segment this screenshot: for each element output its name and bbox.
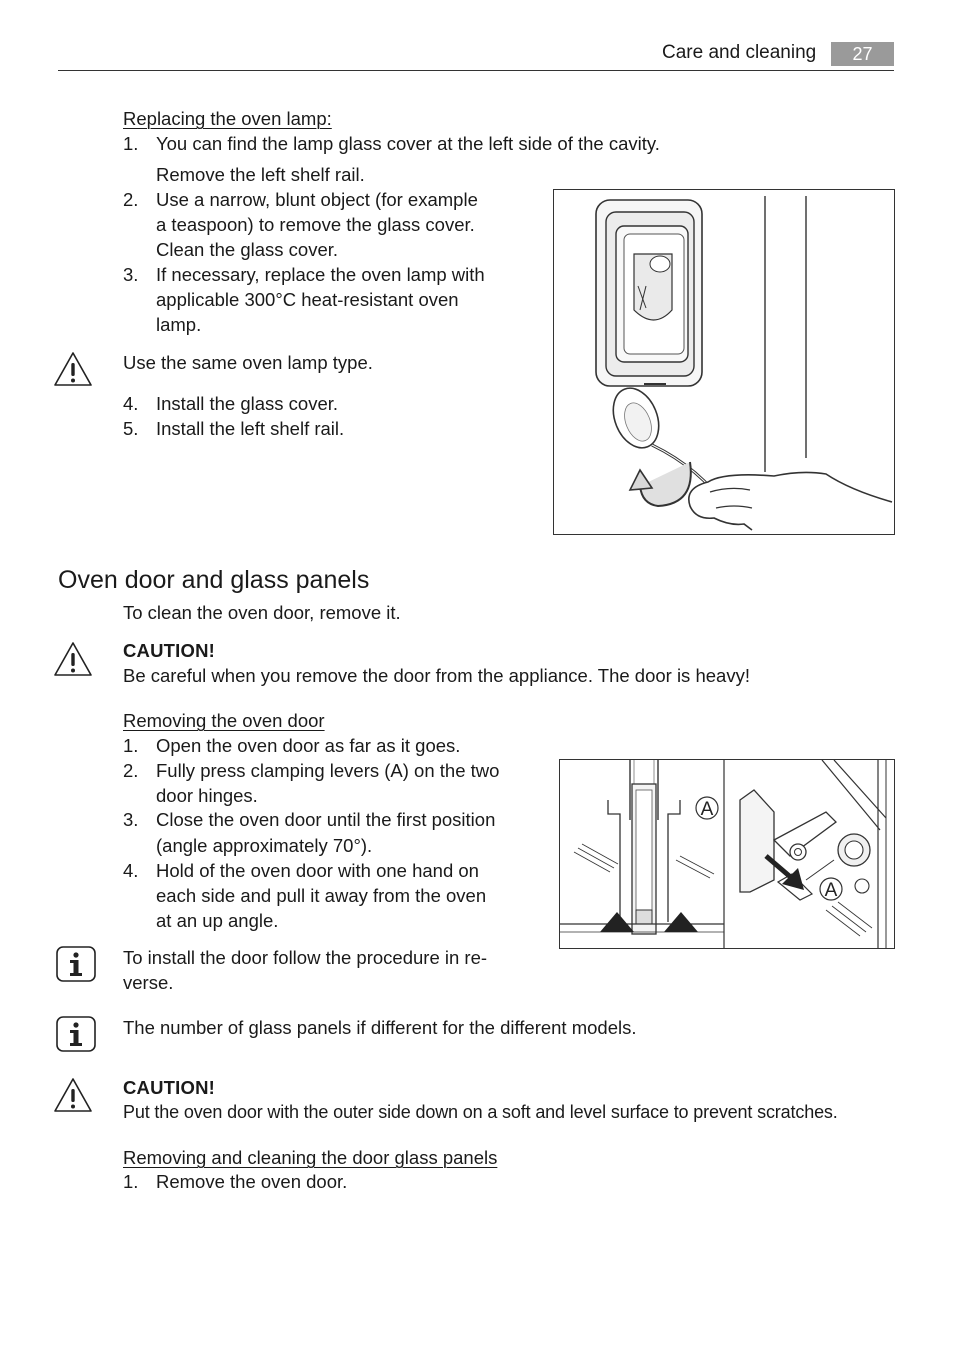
- caution-label-2: CAUTION!: [123, 1077, 216, 1098]
- lamp-step-4-line-1: Install the glass cover.: [156, 393, 339, 414]
- warning-icon: [53, 641, 93, 677]
- door-step-1-number: 1.: [123, 735, 139, 756]
- door-step-2-line-1: Fully press clamping levers (A) on the two: [156, 760, 500, 781]
- info-icon: [56, 1016, 96, 1052]
- header-rule: [58, 70, 894, 71]
- glass-step-1-line-1: Remove the oven door.: [156, 1171, 348, 1192]
- info-icon: [56, 946, 96, 982]
- glass-panels-heading: Removing and cleaning the door glass panels: [123, 1147, 498, 1168]
- lamp-step-5-line-1: Install the left shelf rail.: [156, 418, 345, 439]
- lever-label-a-right: A: [824, 880, 838, 901]
- door-step-3-line-2: (angle approximately 70°).: [156, 835, 373, 856]
- door-section-title: Oven door and glass panels: [58, 566, 370, 594]
- caution-text-2: Put the oven door with the outer side down on a soft and level surface to prevent scratches.: [123, 1102, 838, 1122]
- door-intro: To clean the oven door, remove it.: [123, 602, 401, 623]
- removing-door-heading: Removing the oven door: [123, 710, 325, 731]
- glass-step-1-number: 1.: [123, 1171, 139, 1192]
- lamp-step-3-number: 3.: [123, 264, 139, 285]
- lamp-step-1-number: 1.: [123, 133, 139, 154]
- lamp-step-3-line-3: lamp.: [156, 314, 202, 335]
- door-step-4-number: 4.: [123, 860, 139, 881]
- caution-label: CAUTION!: [123, 640, 216, 661]
- lamp-step-3-line-1: If necessary, replace the oven lamp with: [156, 264, 485, 285]
- page-number: 27: [831, 42, 894, 66]
- lever-label-a-left: A: [700, 799, 714, 820]
- lamp-step-1-line-2: Remove the left shelf rail.: [156, 164, 365, 185]
- door-step-4-line-2: each side and pull it away from the oven: [156, 885, 487, 906]
- door-step-4-line-1: Hold of the oven door with one hand on: [156, 860, 479, 881]
- door-step-4-line-3: at an up angle.: [156, 910, 279, 931]
- section-title: Care and cleaning: [662, 42, 817, 63]
- warning-icon: [53, 351, 93, 387]
- lamp-heading: Replacing the oven lamp:: [123, 108, 332, 129]
- caution-text: Be careful when you remove the door from the appliance. The door is heavy!: [123, 665, 750, 686]
- lamp-step-4-number: 4.: [123, 393, 139, 414]
- info-text-2: The number of glass panels if different for the different models.: [123, 1017, 637, 1038]
- door-step-3-line-1: Close the oven door until the first position: [156, 809, 496, 830]
- door-step-1-line-1: Open the oven door as far as it goes.: [156, 735, 461, 756]
- lamp-step-2-line-1: Use a narrow, blunt object (for example: [156, 189, 478, 210]
- lamp-warning-text: Use the same oven lamp type.: [123, 352, 373, 373]
- lamp-step-1-line-1: You can find the lamp glass cover at the left side of the cavity.: [156, 133, 660, 154]
- door-step-2-line-2: door hinges.: [156, 785, 258, 806]
- lamp-step-5-number: 5.: [123, 418, 139, 439]
- info-text-1-line-2: verse.: [123, 972, 174, 993]
- lamp-removal-illustration: [553, 189, 895, 535]
- warning-icon: [53, 1077, 93, 1113]
- lamp-step-3-line-2: applicable 300°C heat-resistant oven: [156, 289, 459, 310]
- door-step-3-number: 3.: [123, 809, 139, 830]
- lamp-step-2-line-2: a teaspoon) to remove the glass cover.: [156, 214, 475, 235]
- lamp-step-2-line-3: Clean the glass cover.: [156, 239, 339, 260]
- info-text-1-line-1: To install the door follow the procedure in re-: [123, 947, 488, 968]
- lamp-step-2-number: 2.: [123, 189, 139, 210]
- door-hinge-illustration: [559, 759, 895, 949]
- door-step-2-number: 2.: [123, 760, 139, 781]
